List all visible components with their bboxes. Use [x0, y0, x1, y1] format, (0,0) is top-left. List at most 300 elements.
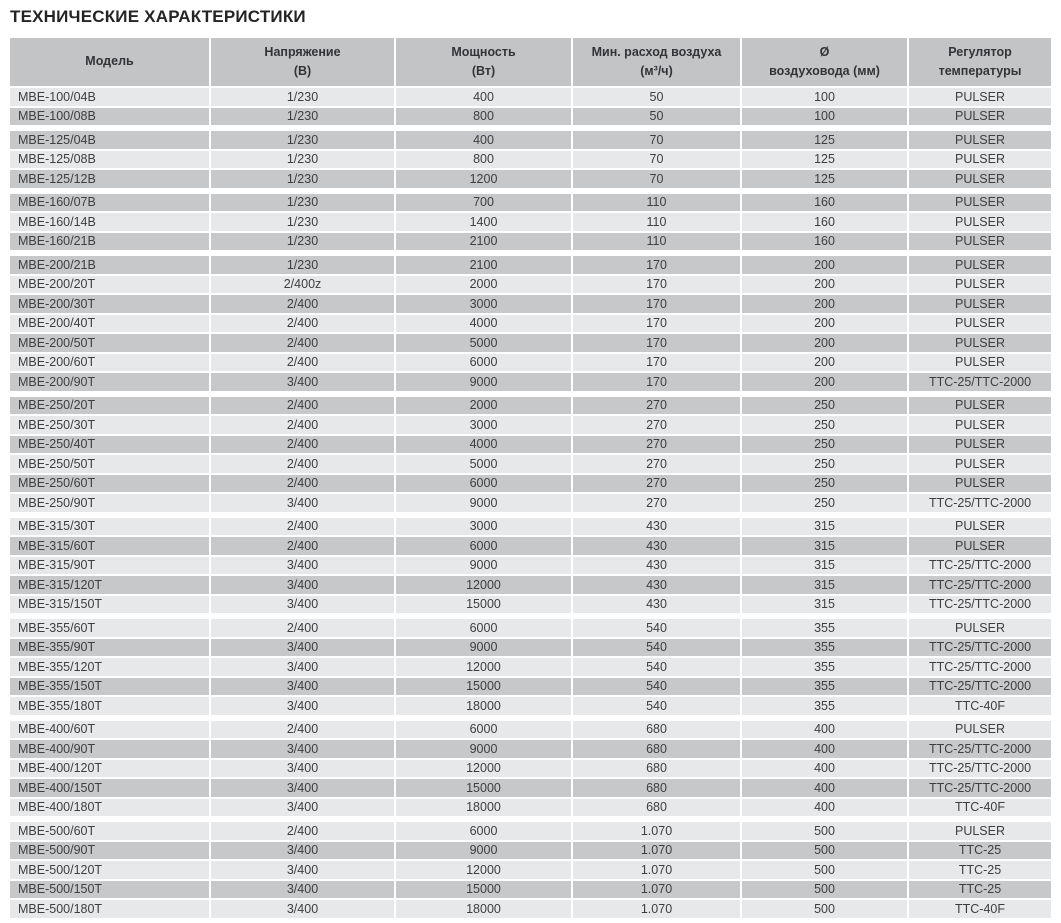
cell-voltage: 2/400	[211, 537, 394, 555]
table-row	[10, 354, 1051, 372]
column-header-line: Мин. расход воздуха	[591, 44, 722, 59]
cell-airflow: 170	[573, 315, 740, 333]
cell-power: 5000	[396, 334, 571, 352]
cell-regulator: TTC-25/TTC-2000	[909, 639, 1051, 657]
cell-power: 800	[396, 151, 571, 169]
cell-model: MBE-200/90T	[10, 373, 209, 391]
cell-diameter: 355	[742, 678, 907, 696]
cell-regulator: PULSER	[909, 334, 1051, 352]
column-header-voltage	[211, 38, 394, 86]
cell-power: 15000	[396, 779, 571, 797]
cell-model: MBE-500/90T	[10, 842, 209, 860]
table-row	[10, 194, 1051, 212]
table-row	[10, 170, 1051, 188]
cell-diameter: 500	[742, 900, 907, 918]
cell-regulator: PULSER	[909, 213, 1051, 231]
table-row	[10, 576, 1051, 594]
cell-model: MBE-200/40T	[10, 315, 209, 333]
cell-regulator: PULSER	[909, 256, 1051, 274]
cell-airflow: 270	[573, 416, 740, 434]
cell-diameter: 355	[742, 697, 907, 715]
cell-power: 2100	[396, 256, 571, 274]
column-header-line: Напряжение	[264, 44, 341, 59]
cell-power: 9000	[396, 494, 571, 512]
cell-regulator: TTC-40F	[909, 697, 1051, 715]
column-header-line: Модель	[85, 54, 134, 69]
cell-regulator: TTC-25/TTC-2000	[909, 373, 1051, 391]
cell-model: MBE-355/60T	[10, 619, 209, 637]
cell-model: MBE-315/30T	[10, 518, 209, 536]
table-row	[10, 678, 1051, 696]
cell-regulator: TTC-25/TTC-2000	[909, 557, 1051, 575]
cell-model: MBE-250/40T	[10, 436, 209, 454]
cell-diameter: 250	[742, 455, 907, 473]
table-row	[10, 397, 1051, 415]
cell-regulator: PULSER	[909, 354, 1051, 372]
table-row	[10, 213, 1051, 231]
cell-power: 2000	[396, 397, 571, 415]
cell-voltage: 3/400	[211, 799, 394, 817]
cell-power: 5000	[396, 455, 571, 473]
cell-regulator: PULSER	[909, 822, 1051, 840]
cell-diameter: 125	[742, 151, 907, 169]
page-title: ТЕХНИЧЕСКИЕ ХАРАКТЕРИСТИКИ	[10, 7, 306, 26]
cell-diameter: 200	[742, 334, 907, 352]
cell-model: MBE-100/04B	[10, 88, 209, 106]
table-row	[10, 596, 1051, 614]
cell-diameter: 200	[742, 276, 907, 294]
cell-diameter: 200	[742, 315, 907, 333]
cell-airflow: 110	[573, 213, 740, 231]
cell-power: 18000	[396, 900, 571, 918]
cell-diameter: 315	[742, 557, 907, 575]
cell-power: 6000	[396, 822, 571, 840]
table-row	[10, 494, 1051, 512]
model-group	[10, 822, 1051, 918]
cell-voltage: 2/400	[211, 455, 394, 473]
cell-diameter: 500	[742, 842, 907, 860]
table-row	[10, 373, 1051, 391]
cell-regulator: PULSER	[909, 721, 1051, 739]
table-row	[10, 842, 1051, 860]
cell-power: 3000	[396, 518, 571, 536]
cell-regulator: PULSER	[909, 537, 1051, 555]
cell-regulator: PULSER	[909, 436, 1051, 454]
table-row	[10, 295, 1051, 313]
cell-airflow: 110	[573, 233, 740, 251]
table-row	[10, 861, 1051, 879]
cell-power: 400	[396, 131, 571, 149]
cell-power: 6000	[396, 619, 571, 637]
cell-regulator: TTC-25	[909, 881, 1051, 899]
column-header-line: Регулятор	[948, 44, 1012, 59]
cell-voltage: 3/400	[211, 639, 394, 657]
table-row	[10, 455, 1051, 473]
table-row	[10, 256, 1051, 274]
cell-power: 9000	[396, 639, 571, 657]
cell-power: 6000	[396, 475, 571, 493]
table-row	[10, 518, 1051, 536]
table-row	[10, 436, 1051, 454]
cell-airflow: 540	[573, 658, 740, 676]
table-row	[10, 557, 1051, 575]
cell-diameter: 100	[742, 88, 907, 106]
cell-regulator: PULSER	[909, 518, 1051, 536]
cell-airflow: 70	[573, 131, 740, 149]
cell-diameter: 315	[742, 576, 907, 594]
cell-model: MBE-125/08B	[10, 151, 209, 169]
cell-voltage: 2/400	[211, 518, 394, 536]
cell-diameter: 250	[742, 416, 907, 434]
cell-model: MBE-500/60T	[10, 822, 209, 840]
cell-model: MBE-200/20T	[10, 276, 209, 294]
cell-model: MBE-160/14B	[10, 213, 209, 231]
cell-diameter: 355	[742, 639, 907, 657]
cell-power: 3000	[396, 295, 571, 313]
cell-power: 6000	[396, 354, 571, 372]
cell-diameter: 315	[742, 596, 907, 614]
cell-model: MBE-315/90T	[10, 557, 209, 575]
cell-diameter: 500	[742, 822, 907, 840]
cell-power: 15000	[396, 678, 571, 696]
model-group	[10, 721, 1051, 817]
cell-airflow: 680	[573, 721, 740, 739]
cell-model: MBE-250/90T	[10, 494, 209, 512]
cell-airflow: 270	[573, 397, 740, 415]
cell-airflow: 680	[573, 740, 740, 758]
cell-regulator: TTC-25	[909, 842, 1051, 860]
cell-diameter: 355	[742, 619, 907, 637]
cell-voltage: 3/400	[211, 760, 394, 778]
cell-regulator: PULSER	[909, 315, 1051, 333]
table-row	[10, 276, 1051, 294]
cell-diameter: 200	[742, 295, 907, 313]
cell-power: 4000	[396, 436, 571, 454]
cell-regulator: PULSER	[909, 416, 1051, 434]
cell-voltage: 1/230	[211, 151, 394, 169]
cell-airflow: 170	[573, 334, 740, 352]
cell-airflow: 70	[573, 151, 740, 169]
cell-power: 12000	[396, 861, 571, 879]
cell-model: MBE-400/180T	[10, 799, 209, 817]
cell-diameter: 200	[742, 373, 907, 391]
cell-regulator: PULSER	[909, 619, 1051, 637]
cell-power: 12000	[396, 760, 571, 778]
cell-airflow: 270	[573, 475, 740, 493]
cell-voltage: 2/400	[211, 334, 394, 352]
cell-airflow: 1.070	[573, 822, 740, 840]
table-row	[10, 639, 1051, 657]
cell-voltage: 1/230	[211, 213, 394, 231]
cell-voltage: 3/400	[211, 842, 394, 860]
cell-model: MBE-315/120T	[10, 576, 209, 594]
cell-airflow: 430	[573, 557, 740, 575]
cell-airflow: 170	[573, 295, 740, 313]
model-group	[10, 88, 1051, 125]
column-header-temp_regulator	[909, 38, 1051, 86]
model-group	[10, 397, 1051, 512]
cell-regulator: TTC-25/TTC-2000	[909, 779, 1051, 797]
cell-voltage: 3/400	[211, 678, 394, 696]
cell-airflow: 170	[573, 354, 740, 372]
cell-airflow: 680	[573, 779, 740, 797]
cell-airflow: 270	[573, 494, 740, 512]
cell-voltage: 3/400	[211, 900, 394, 918]
column-header-line: температуры	[938, 63, 1022, 78]
cell-power: 2100	[396, 233, 571, 251]
cell-voltage: 3/400	[211, 740, 394, 758]
cell-airflow: 430	[573, 576, 740, 594]
cell-voltage: 1/230	[211, 88, 394, 106]
cell-model: MBE-315/150T	[10, 596, 209, 614]
table-row	[10, 537, 1051, 555]
table-row	[10, 334, 1051, 352]
model-group	[10, 131, 1051, 188]
column-header-line: воздуховода (мм)	[769, 63, 880, 78]
cell-voltage: 1/230	[211, 194, 394, 212]
cell-power: 18000	[396, 697, 571, 715]
cell-model: MBE-200/21B	[10, 256, 209, 274]
table-row	[10, 416, 1051, 434]
model-group	[10, 194, 1051, 251]
cell-model: MBE-125/12B	[10, 170, 209, 188]
cell-model: MBE-500/120T	[10, 861, 209, 879]
cell-model: MBE-315/60T	[10, 537, 209, 555]
table-row	[10, 131, 1051, 149]
cell-regulator: PULSER	[909, 233, 1051, 251]
cell-voltage: 2/400z	[211, 276, 394, 294]
cell-voltage: 2/400	[211, 315, 394, 333]
cell-airflow: 680	[573, 799, 740, 817]
cell-regulator: TTC-40F	[909, 900, 1051, 918]
cell-regulator: TTC-25/TTC-2000	[909, 658, 1051, 676]
table-row	[10, 475, 1051, 493]
cell-diameter: 400	[742, 740, 907, 758]
cell-airflow: 270	[573, 455, 740, 473]
cell-voltage: 1/230	[211, 131, 394, 149]
cell-regulator: TTC-25/TTC-2000	[909, 494, 1051, 512]
cell-power: 700	[396, 194, 571, 212]
column-header-duct_diameter	[742, 38, 907, 86]
table-row	[10, 881, 1051, 899]
cell-power: 1200	[396, 170, 571, 188]
cell-airflow: 50	[573, 88, 740, 106]
cell-airflow: 170	[573, 256, 740, 274]
cell-diameter: 250	[742, 436, 907, 454]
cell-regulator: PULSER	[909, 170, 1051, 188]
cell-voltage: 2/400	[211, 416, 394, 434]
cell-model: MBE-355/150T	[10, 678, 209, 696]
cell-voltage: 2/400	[211, 721, 394, 739]
cell-airflow: 1.070	[573, 842, 740, 860]
table-row	[10, 233, 1051, 251]
table-row	[10, 619, 1051, 637]
table-row	[10, 760, 1051, 778]
model-group	[10, 256, 1051, 391]
cell-power: 9000	[396, 842, 571, 860]
cell-diameter: 500	[742, 881, 907, 899]
cell-voltage: 2/400	[211, 436, 394, 454]
cell-voltage: 3/400	[211, 861, 394, 879]
table-row	[10, 822, 1051, 840]
cell-model: MBE-200/50T	[10, 334, 209, 352]
cell-voltage: 1/230	[211, 108, 394, 126]
cell-model: MBE-500/150T	[10, 881, 209, 899]
cell-model: MBE-125/04B	[10, 131, 209, 149]
cell-airflow: 430	[573, 596, 740, 614]
table-row	[10, 900, 1051, 918]
cell-power: 12000	[396, 576, 571, 594]
table-body	[10, 88, 1051, 918]
cell-voltage: 3/400	[211, 373, 394, 391]
table-row	[10, 740, 1051, 758]
cell-diameter: 500	[742, 861, 907, 879]
cell-regulator: PULSER	[909, 475, 1051, 493]
column-header-line: (м³/ч)	[640, 63, 673, 78]
cell-regulator: PULSER	[909, 108, 1051, 126]
cell-voltage: 2/400	[211, 822, 394, 840]
column-header-power	[396, 38, 571, 86]
cell-power: 800	[396, 108, 571, 126]
cell-airflow: 540	[573, 697, 740, 715]
cell-model: MBE-160/07B	[10, 194, 209, 212]
cell-regulator: PULSER	[909, 151, 1051, 169]
cell-regulator: TTC-25	[909, 861, 1051, 879]
cell-airflow: 50	[573, 108, 740, 126]
cell-voltage: 2/400	[211, 354, 394, 372]
cell-power: 400	[396, 88, 571, 106]
table-row	[10, 721, 1051, 739]
cell-regulator: TTC-25/TTC-2000	[909, 576, 1051, 594]
cell-voltage: 3/400	[211, 494, 394, 512]
cell-diameter: 250	[742, 397, 907, 415]
cell-airflow: 1.070	[573, 861, 740, 879]
column-header-line: Мощность	[451, 44, 516, 59]
cell-regulator: PULSER	[909, 455, 1051, 473]
cell-airflow: 170	[573, 276, 740, 294]
table-header	[10, 38, 1051, 86]
cell-power: 15000	[396, 596, 571, 614]
cell-regulator: PULSER	[909, 88, 1051, 106]
cell-power: 9000	[396, 740, 571, 758]
cell-power: 6000	[396, 721, 571, 739]
cell-voltage: 3/400	[211, 779, 394, 797]
cell-power: 18000	[396, 799, 571, 817]
cell-airflow: 430	[573, 537, 740, 555]
cell-diameter: 355	[742, 658, 907, 676]
cell-airflow: 110	[573, 194, 740, 212]
cell-power: 4000	[396, 315, 571, 333]
table-row	[10, 108, 1051, 126]
cell-model: MBE-250/20T	[10, 397, 209, 415]
cell-airflow: 430	[573, 518, 740, 536]
cell-power: 9000	[396, 557, 571, 575]
column-header-min_airflow	[573, 38, 740, 86]
cell-diameter: 125	[742, 131, 907, 149]
cell-airflow: 170	[573, 373, 740, 391]
cell-model: MBE-400/120T	[10, 760, 209, 778]
table-row	[10, 658, 1051, 676]
cell-airflow: 680	[573, 760, 740, 778]
cell-regulator: TTC-25/TTC-2000	[909, 760, 1051, 778]
cell-regulator: PULSER	[909, 295, 1051, 313]
cell-power: 1400	[396, 213, 571, 231]
cell-model: MBE-355/120T	[10, 658, 209, 676]
cell-voltage: 3/400	[211, 658, 394, 676]
cell-model: MBE-250/50T	[10, 455, 209, 473]
cell-regulator: TTC-40F	[909, 799, 1051, 817]
table-row	[10, 779, 1051, 797]
cell-airflow: 540	[573, 619, 740, 637]
cell-regulator: PULSER	[909, 131, 1051, 149]
cell-model: MBE-400/150T	[10, 779, 209, 797]
cell-airflow: 1.070	[573, 900, 740, 918]
cell-model: MBE-355/180T	[10, 697, 209, 715]
cell-airflow: 540	[573, 639, 740, 657]
cell-diameter: 400	[742, 799, 907, 817]
cell-voltage: 3/400	[211, 881, 394, 899]
cell-diameter: 400	[742, 779, 907, 797]
cell-model: MBE-355/90T	[10, 639, 209, 657]
cell-model: MBE-400/90T	[10, 740, 209, 758]
cell-model: MBE-200/30T	[10, 295, 209, 313]
cell-diameter: 315	[742, 537, 907, 555]
cell-voltage: 2/400	[211, 397, 394, 415]
cell-model: MBE-250/60T	[10, 475, 209, 493]
cell-diameter: 125	[742, 170, 907, 188]
model-group	[10, 619, 1051, 715]
column-header-model	[10, 38, 209, 86]
cell-voltage: 3/400	[211, 596, 394, 614]
model-group	[10, 518, 1051, 614]
cell-diameter: 200	[742, 354, 907, 372]
spec-table	[10, 38, 1051, 918]
cell-model: MBE-100/08B	[10, 108, 209, 126]
cell-diameter: 250	[742, 494, 907, 512]
table-row	[10, 88, 1051, 106]
table-row	[10, 315, 1051, 333]
table-row	[10, 151, 1051, 169]
column-header-line: (В)	[293, 63, 312, 78]
cell-diameter: 250	[742, 475, 907, 493]
cell-voltage: 1/230	[211, 170, 394, 188]
cell-diameter: 400	[742, 760, 907, 778]
cell-voltage: 3/400	[211, 576, 394, 594]
table-row	[10, 697, 1051, 715]
cell-regulator: PULSER	[909, 276, 1051, 294]
cell-voltage: 1/230	[211, 256, 394, 274]
cell-airflow: 1.070	[573, 881, 740, 899]
cell-model: MBE-400/60T	[10, 721, 209, 739]
cell-model: MBE-500/180T	[10, 900, 209, 918]
cell-diameter: 400	[742, 721, 907, 739]
cell-power: 15000	[396, 881, 571, 899]
cell-diameter: 200	[742, 256, 907, 274]
cell-model: MBE-250/30T	[10, 416, 209, 434]
cell-model: MBE-160/21B	[10, 233, 209, 251]
cell-regulator: PULSER	[909, 397, 1051, 415]
cell-power: 2000	[396, 276, 571, 294]
cell-regulator: TTC-25/TTC-2000	[909, 678, 1051, 696]
cell-voltage: 3/400	[211, 697, 394, 715]
cell-regulator: TTC-25/TTC-2000	[909, 740, 1051, 758]
cell-power: 3000	[396, 416, 571, 434]
cell-voltage: 2/400	[211, 295, 394, 313]
cell-regulator: PULSER	[909, 194, 1051, 212]
cell-airflow: 540	[573, 678, 740, 696]
cell-diameter: 160	[742, 194, 907, 212]
column-header-line: (Вт)	[471, 63, 496, 78]
